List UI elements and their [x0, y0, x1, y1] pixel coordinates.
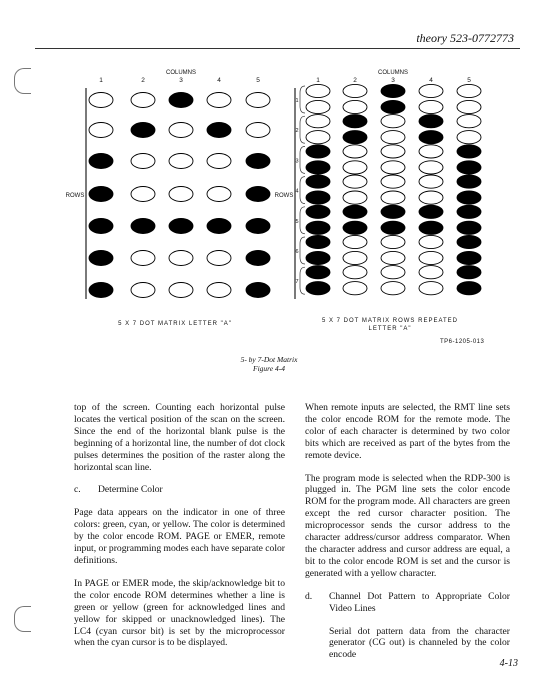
dot-off: [207, 154, 231, 169]
column-number: 3: [179, 77, 183, 84]
dot-off: [419, 84, 443, 97]
row-number: 4: [295, 188, 299, 195]
dot-on: [381, 100, 405, 113]
row-number: 6: [295, 249, 299, 255]
dot-on: [457, 221, 481, 234]
dot-matrix-left: [66, 70, 270, 299]
dot-off: [457, 84, 481, 97]
dot-off: [419, 191, 443, 204]
column-number: 2: [141, 77, 145, 84]
figure-number: Figure 4-4: [252, 364, 285, 373]
row-group-bracket: [300, 116, 305, 143]
dot-on: [457, 205, 481, 218]
dot-on: [343, 205, 367, 218]
section-title: Channel Dot Pattern to Appropriate Color Video Lines: [329, 590, 510, 614]
dot-off: [343, 100, 367, 113]
dot-on: [89, 154, 113, 169]
binder-mark-bottom: [14, 606, 31, 632]
dot-on: [343, 115, 367, 128]
dot-on: [419, 131, 443, 144]
dot-off: [343, 84, 367, 97]
dot-off: [381, 145, 405, 158]
dot-on: [246, 154, 270, 169]
dot-off: [89, 123, 113, 138]
dot-off: [306, 84, 330, 97]
column-number: 5: [467, 77, 471, 84]
dot-off: [207, 187, 231, 202]
dot-on: [306, 175, 330, 188]
dot-off: [419, 266, 443, 279]
dot-off: [343, 191, 367, 204]
paragraph: top of the screen. Counting each horizontal pulse locates the vertical position of the scan on the screen. Since the end of the horizontal blank pulse is the beginning of a horizontal line, the number of dot clock pulses determines the position of the raster along the horizontal scan line.: [74, 402, 285, 473]
dot-off: [419, 251, 443, 264]
rows-label: ROWS: [274, 193, 294, 199]
page-header: theory 523-0772773: [416, 31, 514, 45]
dot-on: [246, 219, 270, 234]
figure-right-caption-line1: 5 X 7 DOT MATRIX ROWS REPEATED: [321, 318, 459, 324]
dot-on: [306, 145, 330, 158]
dot-on: [457, 145, 481, 158]
dot-on: [419, 221, 443, 234]
column-number: 3: [391, 77, 395, 84]
dot-off: [207, 93, 231, 108]
dot-off: [131, 154, 155, 169]
dot-on: [381, 84, 405, 97]
figure-right-caption-line2: LETTER "A": [368, 326, 412, 332]
dot-off: [343, 266, 367, 279]
page-number: 4-13: [499, 658, 518, 669]
figure-code: TP6-1205-013: [440, 339, 485, 345]
dot-on: [207, 219, 231, 234]
dot-off: [131, 187, 155, 202]
column-number: 2: [353, 77, 357, 84]
dot-off: [419, 145, 443, 158]
dot-on: [419, 205, 443, 218]
dot-off: [381, 251, 405, 264]
column-number: 1: [316, 77, 320, 84]
dot-off: [343, 235, 367, 248]
dot-off: [419, 100, 443, 113]
dot-on: [457, 175, 481, 188]
dot-off: [169, 251, 193, 266]
dot-off: [419, 161, 443, 174]
dot-off: [343, 145, 367, 158]
row-group-bracket: [300, 207, 305, 234]
paragraph: When remote inputs are selected, the RMT line sets the color encode ROM for the remote mode. The color of each character is determined by two color bits which are received as part of the bytes from the remote device.: [305, 402, 510, 461]
dot-off: [343, 251, 367, 264]
section-heading-c: [74, 484, 285, 496]
dot-off: [419, 175, 443, 188]
figure-left-caption: 5 X 7 DOT MATRIX LETTER "A": [118, 321, 232, 327]
row-number: 7: [295, 279, 299, 286]
dot-off: [381, 266, 405, 279]
dot-on: [457, 266, 481, 279]
dot-off: [343, 161, 367, 174]
row-number: 1: [295, 98, 299, 104]
dot-on: [306, 266, 330, 279]
dot-off: [381, 191, 405, 204]
dot-on: [419, 115, 443, 128]
dot-off: [306, 115, 330, 128]
figure-title: 5- by 7-Dot Matrix: [240, 355, 298, 364]
dot-off: [169, 187, 193, 202]
dot-off: [306, 131, 330, 144]
dot-on: [169, 93, 193, 108]
dot-off: [381, 115, 405, 128]
dot-off: [419, 235, 443, 248]
dot-off: [169, 154, 193, 169]
columns-label: COLUMNS: [377, 70, 409, 76]
column-number: 4: [429, 77, 433, 84]
paragraph: In PAGE or EMER mode, the skip/acknowledge bit to the color encode ROM determines whether a line is green or yellow (green for acknowledged lines and yellow for skipped or unacknowledged lines). The LC4 (cyan cursor bit) is set by the microprocessor when the cyan cursor is to be displayed.: [74, 577, 285, 649]
dot-off: [381, 161, 405, 174]
dot-on: [343, 131, 367, 144]
dot-on: [131, 219, 155, 234]
dot-on: [169, 219, 193, 234]
dot-matrix-right: [275, 70, 481, 299]
dot-off: [131, 283, 155, 298]
dot-off: [169, 123, 193, 138]
paragraph: The program mode is selected when the RDP-300 is plugged in. The PGM line sets the color encode ROM for the program mode. All characters are green except the red cursor character position. The microprocessor sends the cursor address to the character address/cursor address comparator. When the character address and cursor address are equal, a bit to the color encode ROM is set and the cursor is generated with a yellow character.: [305, 472, 510, 579]
dot-off: [343, 175, 367, 188]
dot-off: [457, 131, 481, 144]
dot-off: [381, 175, 405, 188]
dot-on: [343, 221, 367, 234]
dot-off: [381, 282, 405, 295]
dot-on: [306, 161, 330, 174]
dot-on: [457, 191, 481, 204]
dot-off: [457, 100, 481, 113]
row-number: 5: [295, 218, 299, 225]
row-number: 2: [295, 128, 299, 135]
dot-on: [306, 282, 330, 295]
dot-on: [89, 283, 113, 298]
dot-on: [306, 251, 330, 264]
dot-off: [306, 100, 330, 113]
section-heading-d: [305, 591, 510, 615]
dot-on: [457, 235, 481, 248]
row-group-bracket: [300, 146, 305, 173]
dot-on: [306, 205, 330, 218]
dot-on: [306, 221, 330, 234]
column-number: 4: [217, 77, 221, 84]
dot-on: [246, 283, 270, 298]
row-group-bracket: [300, 177, 305, 204]
dot-on: [89, 251, 113, 266]
dot-off: [169, 283, 193, 298]
dot-on: [89, 219, 113, 234]
dot-on: [306, 191, 330, 204]
right-text-column: [305, 402, 510, 672]
dot-off: [207, 283, 231, 298]
column-number: 5: [256, 77, 260, 84]
column-number: 1: [99, 77, 103, 84]
columns-label: COLUMNS: [165, 70, 197, 76]
dot-off: [381, 235, 405, 248]
dot-off: [246, 123, 270, 138]
row-group-bracket: [300, 237, 305, 264]
rows-label: ROWS: [65, 193, 85, 199]
section-title: Determine Color: [98, 484, 163, 496]
row-group-bracket: [300, 86, 305, 113]
dot-on: [246, 251, 270, 266]
paragraph: Serial dot pattern data from the character generator (CG out) is channeled by the color encode: [329, 625, 510, 661]
row-group-bracket: [300, 267, 305, 294]
dot-on: [306, 235, 330, 248]
left-text-column: [74, 402, 285, 660]
dot-on: [457, 161, 481, 174]
dot-on: [89, 187, 113, 202]
dot-off: [457, 115, 481, 128]
row-number: 3: [295, 158, 299, 165]
section-letter: d.: [305, 590, 313, 602]
dot-on: [381, 205, 405, 218]
dot-off: [207, 251, 231, 266]
dot-on: [457, 282, 481, 295]
dot-off: [131, 93, 155, 108]
dot-on: [457, 251, 481, 264]
dot-on: [246, 187, 270, 202]
section-letter: c.: [74, 484, 81, 496]
dot-off: [89, 93, 113, 108]
dot-off: [381, 131, 405, 144]
dot-on: [131, 123, 155, 138]
dot-off: [246, 93, 270, 108]
dot-off: [419, 282, 443, 295]
paragraph: Page data appears on the indicator in one of three colors: green, cyan, or yellow. The color is determined by the color encode ROM. PAGE or EMER, remote input, or programming modes each have separate color definitions.: [74, 507, 285, 566]
dot-on: [207, 123, 231, 138]
dot-off: [343, 282, 367, 295]
dot-on: [381, 221, 405, 234]
dot-off: [131, 251, 155, 266]
